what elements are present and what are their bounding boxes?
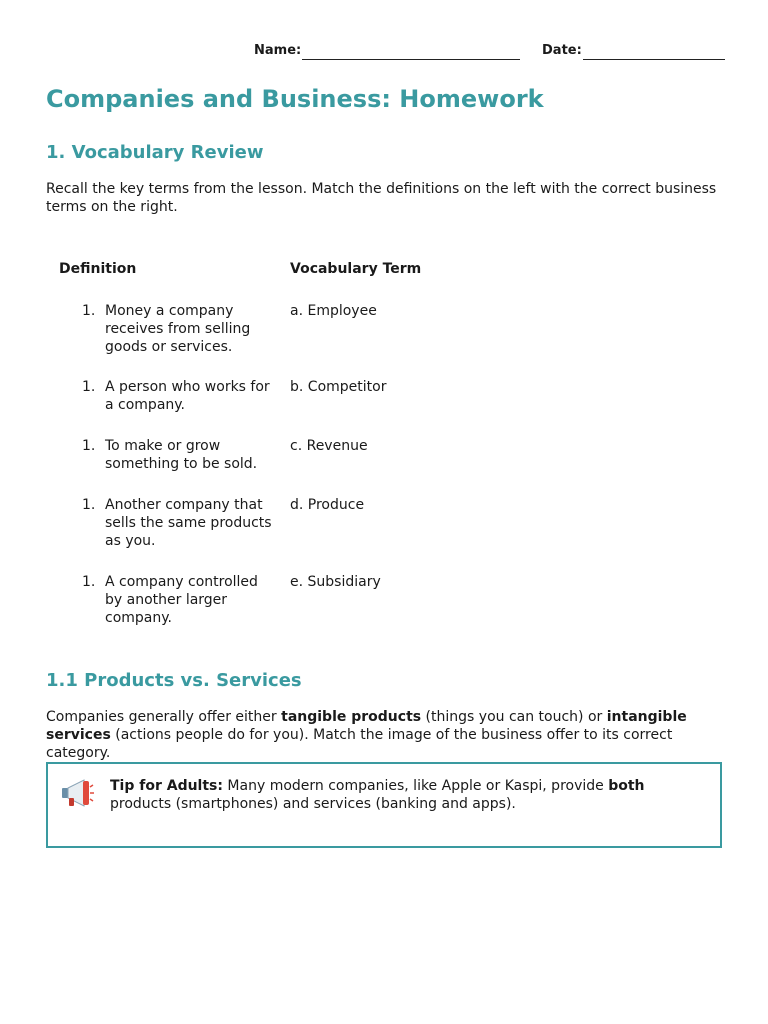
- name-line[interactable]: [302, 45, 520, 60]
- name-field[interactable]: [254, 42, 520, 60]
- tip-text-part: Many modern companies, like Apple or Kaspi, provide: [222, 778, 609, 794]
- products-intro-text: (things you can touch) or: [421, 709, 607, 725]
- row-number: 1.: [82, 303, 96, 319]
- header-fields: [46, 42, 722, 60]
- megaphone-icon: [60, 778, 94, 808]
- date-field[interactable]: [542, 42, 725, 60]
- products-intro: [46, 708, 726, 762]
- page-title: Companies and Business: Homework: [46, 85, 544, 113]
- products-intro-bold: intangible services: [46, 709, 687, 743]
- row-definition: To make or grow something to be sold.: [105, 438, 258, 472]
- term-column-header: Vocabulary Term: [290, 261, 422, 277]
- row-number: 1.: [82, 438, 96, 454]
- row-definition: A company controlled by another larger company.: [105, 574, 258, 626]
- row-term: a. Employee: [290, 303, 377, 319]
- row-term: d. Produce: [290, 497, 365, 513]
- date-line[interactable]: [583, 45, 725, 60]
- tip-label: Tip for Adults:: [110, 778, 223, 794]
- row-term: e. Subsidiary: [290, 574, 381, 590]
- row-definition: Money a company receives from selling goods or services.: [105, 303, 251, 355]
- tip-box: [46, 762, 722, 848]
- definition-column-header: Definition: [59, 261, 137, 277]
- name-label: Name:: [254, 43, 302, 58]
- products-intro-text: (actions people do for you). Match the image of the business offer to its correct category.: [46, 727, 673, 761]
- vocabulary-intro: Recall the key terms from the lesson. Match the definitions on the left with the correct business terms on the right.: [46, 181, 717, 215]
- tip-text-part: products (smartphones) and services (banking and apps).: [110, 796, 516, 812]
- row-term: c. Revenue: [290, 438, 368, 454]
- row-definition: Another company that sells the same products as you.: [105, 497, 272, 549]
- row-definition: A person who works for a company.: [105, 379, 270, 413]
- products-intro-bold: tangible products: [281, 709, 422, 725]
- row-number: 1.: [82, 497, 96, 513]
- row-number: 1.: [82, 574, 96, 590]
- tip-text: [110, 777, 706, 813]
- tip-bold: both: [608, 778, 645, 794]
- products-intro-text: Companies generally offer either: [46, 709, 282, 725]
- row-number: 1.: [82, 379, 96, 395]
- row-term: b. Competitor: [290, 379, 387, 395]
- products-heading: 1.1 Products vs. Services: [46, 670, 302, 691]
- vocabulary-heading: 1. Vocabulary Review: [46, 142, 264, 163]
- date-label: Date:: [542, 43, 582, 58]
